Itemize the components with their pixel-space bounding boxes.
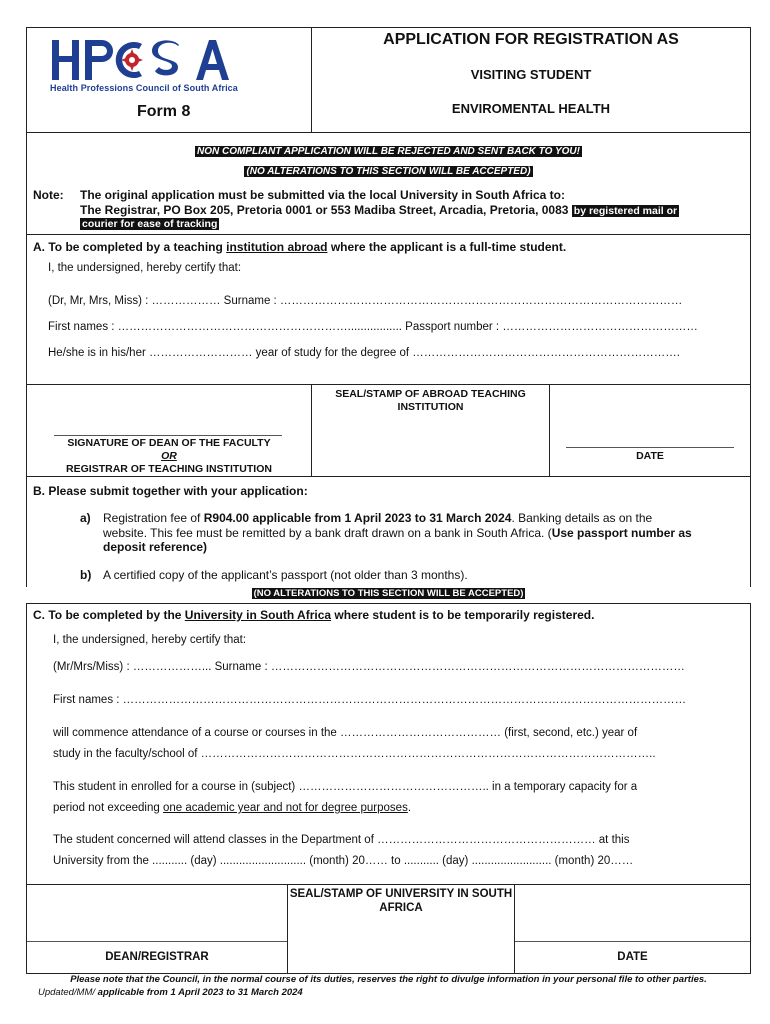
logo-subtitle: Health Professions Council of South Africa bbox=[50, 83, 238, 93]
section-c-left-border bbox=[26, 603, 27, 974]
section-a-heading: A. To be completed by a teaching institution abroad where the applicant is a full-time student. bbox=[33, 240, 567, 254]
updated-notice: Updated/MM/ applicable from 1 April 2023 to 31 March 2024 bbox=[38, 987, 303, 998]
section-c-dean-label: DEAN/REGISTRAR bbox=[105, 951, 209, 963]
section-c-right-border bbox=[750, 603, 751, 974]
reject-banner: NON COMPLIANT APPLICATION WILL BE REJECTED AND SENT BACK TO YOU! bbox=[197, 146, 580, 157]
section-a-seal-label: SEAL/STAMP OF ABROAD TEACHING INSTITUTION bbox=[335, 388, 526, 414]
section-c-title-surname-field[interactable]: (Mr/Mrs/Miss) : ………………... Surname : ……………………………………………………………………………………………… bbox=[53, 661, 685, 673]
section-b-item-a-line-1: Registration fee of R904.00 applicable from 1 April 2023 to 31 March 2024. Banking details as on the bbox=[103, 511, 653, 525]
section-c-top-border bbox=[26, 603, 751, 604]
section-a-top-border bbox=[26, 234, 751, 235]
section-a-grid-top bbox=[26, 384, 751, 385]
section-c-heading: C. To be completed by the University in South Africa where student is to be temporarily registered. bbox=[33, 608, 595, 622]
section-c-date-line[interactable] bbox=[515, 941, 750, 942]
section-a-date-label: DATE bbox=[636, 450, 664, 462]
section-a-grid-divider-2 bbox=[549, 384, 550, 476]
no-alterations-banner: (NO ALTERATIONS TO THIS SECTION WILL BE ACCEPTED) bbox=[246, 166, 531, 177]
section-c-dean-signature-line[interactable] bbox=[27, 941, 287, 942]
section-a-certify: I, the undersigned, hereby certify that: bbox=[48, 262, 242, 274]
section-c-grid-top bbox=[26, 884, 751, 885]
section-a-signature-or: OR bbox=[161, 450, 177, 462]
section-c-attendance-line-1[interactable]: will commence attendance of a course or courses in the …………………………………… (first, second, etc.) year of bbox=[53, 727, 638, 739]
section-b-item-b-label: b) bbox=[80, 568, 92, 582]
section-c-firstnames-field[interactable]: First names : ………………………………………………………………………………………………………………………………… bbox=[53, 694, 687, 706]
body-left-border bbox=[26, 132, 27, 587]
header-right-border bbox=[750, 27, 751, 133]
header-top-border bbox=[26, 27, 751, 28]
body-right-border bbox=[750, 132, 751, 587]
privacy-notice: Please note that the Council, in the normal course of its duties, reserves the right to divulge information in your personal file to other parties. bbox=[70, 974, 707, 985]
section-b-item-a-line-2: website. This fee must be remitted by a bank draft drawn on a bank in South Africa. (Use passport number as bbox=[103, 526, 692, 540]
section-c-date-label: DATE bbox=[617, 951, 648, 963]
section-a-signature-label-1: SIGNATURE OF DEAN OF THE FACULTY bbox=[67, 437, 271, 449]
note-line-3: courier for ease of tracking bbox=[82, 218, 218, 230]
form-subtitle-visiting-student: VISITING STUDENT bbox=[470, 67, 592, 82]
section-c-no-alterations-banner: (NO ALTERATIONS TO THIS SECTION WILL BE ACCEPTED) bbox=[253, 588, 524, 599]
section-c-certify: I, the undersigned, hereby certify that: bbox=[53, 634, 247, 646]
section-a-firstnames-passport-field[interactable]: First names : ……………………………………………………................. Passport number : …………………………………………… bbox=[48, 321, 698, 333]
section-c-enrolment-line-1[interactable]: This student in enrolled for a course in (subject) ………………………………………….. in a temporary capacity for a bbox=[53, 781, 638, 793]
header-left-border bbox=[26, 27, 27, 133]
section-c-seal-label: SEAL/STAMP OF UNIVERSITY IN SOUTH AFRICA bbox=[289, 888, 513, 915]
header-bottom-border bbox=[26, 132, 751, 133]
section-b-heading: B. Please submit together with your application: bbox=[33, 484, 308, 498]
section-c-department-line-2[interactable]: University from the ........... (day) ........................... (month) 20…… to ........... (day) ......................... (month) 20…… bbox=[53, 855, 634, 867]
section-b-item-a-label: a) bbox=[80, 511, 91, 525]
section-c-enrolment-line-2: period not exceeding one academic year and not for degree purposes. bbox=[53, 802, 412, 814]
form-number: Form 8 bbox=[137, 103, 191, 120]
section-a-signature-label-2: REGISTRAR OF TEACHING INSTITUTION bbox=[66, 463, 272, 475]
section-b-item-b-text: A certified copy of the applicant’s passport (not older than 3 months). bbox=[103, 568, 468, 582]
section-a-year-degree-field[interactable]: He/she is in his/her ……………………… year of study for the degree of ……………………………………………………………. bbox=[48, 347, 681, 359]
section-a-title-surname-field[interactable]: (Dr, Mr, Mrs, Miss) : ……………… Surname : …………………………………………………………………………………………… bbox=[48, 295, 683, 307]
section-a-date-line[interactable] bbox=[566, 447, 734, 448]
section-b-item-a-line-3: deposit reference) bbox=[103, 540, 208, 554]
note-line-1: The original application must be submitted via the local University in South Africa to: bbox=[80, 188, 565, 202]
section-c-department-line-1[interactable]: The student concerned will attend classes in the Department of ………………………………………………… at this bbox=[53, 834, 630, 846]
note-line-2: The Registrar, PO Box 205, Pretoria 0001 or 553 Madiba Street, Arcadia, Pretoria, 0083 by registered mail or bbox=[80, 203, 678, 217]
form-title: APPLICATION FOR REGISTRATION AS bbox=[383, 31, 679, 48]
section-b-top-border bbox=[26, 476, 751, 477]
section-a-signature-line[interactable] bbox=[54, 435, 282, 436]
form-subtitle-environmental-health: ENVIROMENTAL HEALTH bbox=[451, 101, 611, 116]
note-label: Note: bbox=[33, 188, 64, 202]
section-c-attendance-line-2[interactable]: study in the faculty/school of ……………………………………………………………………………………………………….. bbox=[53, 748, 656, 760]
